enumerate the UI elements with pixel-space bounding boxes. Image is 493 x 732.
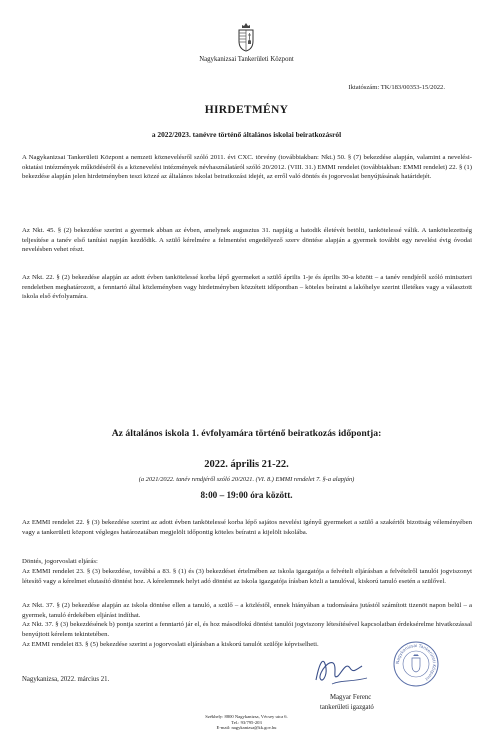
enrollment-note: (a 2021/2022. tanév rendjéről szóló 20/2021. (VI. 8.) EMMI rendelet 7. §-a alapján) <box>138 476 355 483</box>
page-subtitle: a 2022/2023. tanévre történő általános iskolai beiratkozásról <box>151 130 342 139</box>
enrollment-heading: Az általános iskola 1. évfolyamára történő beiratkozás időpontja: <box>111 428 382 439</box>
coat-of-arms-icon <box>236 22 256 52</box>
enrollment-time: 8:00 – 19:00 óra között. <box>200 490 293 500</box>
svg-text:Nagykanizsai Tankerületi Közpo <box>395 643 437 682</box>
paragraph-second-instance: Az Nkt. 37. § (3) bekezdésének b) pontja szerint a fenntartó jár el, és hoz másodfokú döntést tanulói jogviszony létesítésével kapcsolatban érdeksérelme hivatkozással benyújtott kérelem tekintetében. <box>22 621 472 638</box>
footer-email: E-mail: nagykanizsa@kk.gov.hu <box>216 725 277 731</box>
page-title: HIRDETMÉNY <box>204 104 289 116</box>
enrollment-date: 2022. április 21-22. <box>204 459 289 470</box>
signer-title: tankerületi igazgató <box>320 704 374 711</box>
footer <box>0 714 493 731</box>
paragraph-decision-heading: Döntés, jogorvoslati eljárás: <box>22 558 98 565</box>
place-and-date: Nagykanizsa, 2022. március 21. <box>22 676 110 683</box>
handwritten-signature <box>312 650 372 690</box>
organization-name: Nagykanizsai Tankerületi Központ <box>199 56 294 63</box>
paragraph-decision: Az EMMI rendelet 23. § (3) bekezdése, továbbá a 83. § (1) és (3) bekezdései értelmében az iskola igazgatója a felvételi eljárásban a felvételről tanulói jogviszonyt létesítő vagy a kérelmet elutasító döntést hoz. A kérelemnek helyt adó döntést az iskola igazgatója írásban közli a tanulóval, kiskorú tanuló esetén a szülővel. <box>22 568 472 585</box>
stamp-text: Nagykanizsai Tankerületi Központ <box>394 642 438 682</box>
paragraph-intro: A Nagykanizsai Tankerületi Központ a nemzeti köznevelésről szóló 2011. évi CXC. törvény (továbbiakban: Nkt.) 50. § (7) bekezdése alapján, valamint a nevelési-oktatási intézmények működéséről és a köznevelési intézmények névhasználatáról szóló 20/2012. (VIII. 31.) EMMI rendelet (továbbiakban: EMMI rendelet) 22. § (1) bekezdése alapján jelen hirdetményben teszi közzé az általános iskolai beiratkozási idejét, az erről való döntés és jogorvoslat benyújtásának határidejét. <box>22 154 472 181</box>
footer-phone: Tel.: 93/795-203 <box>231 719 262 725</box>
footer-address: Székhely: 8800 Nagykanizsa, Vécsey utca 6. <box>205 714 288 719</box>
paragraph-representation: Az EMMI rendelet 83. § (5) bekezdése szerint a jogorvoslati eljárásban a kiskorú tanulót szülője képviselheti. <box>22 641 319 648</box>
paragraph-appeal: Az Nkt. 37. § (2) bekezdése alapján az iskola döntése ellen a tanuló, a szülő – a közléstől, ennek hiányában a tudomására jutástól számított tizenöt napon belül – a gyermek, tanuló érdekében eljárást indíthat. <box>22 602 472 619</box>
paragraph-sen-students: Az EMMI rendelet 22. § (3) bekezdése szerint az adott évben tankötelessé korba lépő sajátos nevelési igényű gyermeket a szülő a szakértői bizottság véleményében vagy a tankerületi központ végleges határozatában megjelölt időpontig köteles beíratni a kijelölt iskolába. <box>22 519 472 536</box>
paragraph-compulsory-school: Az Nkt. 45. § (2) bekezdése szerint a gyermek abban az évben, amelynek augusztus 31. napjáig a hatodik életévét betölti, tankötelessé válik. A tankötelezettség teljesítése a tanév első tanítási napján kezdődik. A szülő kérelmére a felmentést engedélyező szerv döntése alapján a gyermek további egy nevelési évig óvodai nevelésben vehet részt. <box>22 227 472 254</box>
reference-number: Iktatószám: TK/183/00353-15/2022. <box>348 84 445 91</box>
signer-name: Magyar Ferenc <box>330 694 372 701</box>
official-stamp <box>392 640 440 688</box>
paragraph-enrollment-period: Az Nkt. 22. § (2) bekezdése alapján az adott évben tankötelessé korba lépő gyermeket a szülő április 1-je és április 30-a között – a tanév rendjéről szóló miniszteri rendeletben meghatározott, a fenntartó által közleményben vagy hirdetményben közzétett időpontban – köteles beíratni a lakóhelye szerint illetékes vagy a választott iskola első évfolyamára. <box>22 274 472 301</box>
